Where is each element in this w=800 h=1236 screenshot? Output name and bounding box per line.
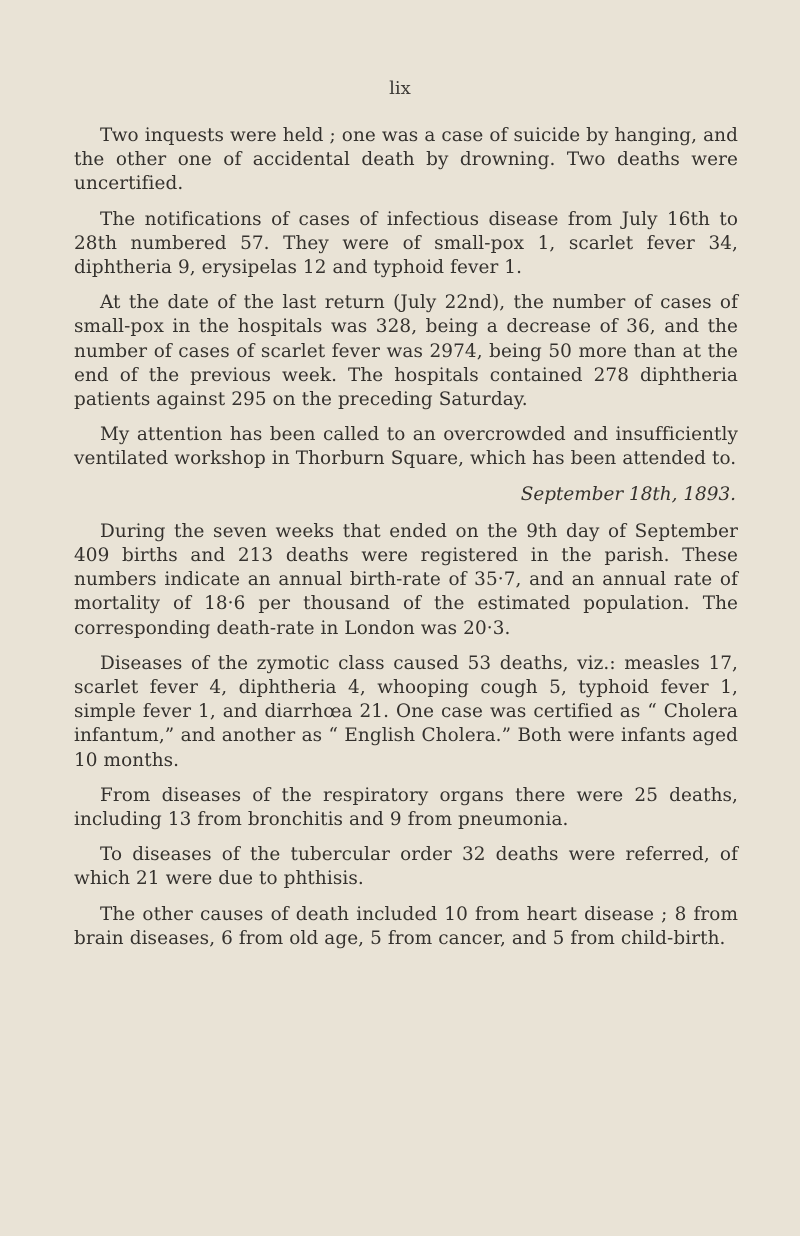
paragraph-births-deaths: During the seven weeks that ended on the 9th day of September 409 births and 213 deaths were registered in the parish. These numbers indicate an annual birth-rate of 35·7, and an annual rate of mortality of 18·6 per thousand of the estimated population. The corresponding death-rate in London was 20·3. xyxy=(74,520,738,639)
page-number: lix xyxy=(389,78,411,99)
paragraph-other-causes: The other causes of death included 10 from heart disease ; 8 from brain diseases, 6 from old age, 5 from cancer, and 5 from child-birth. xyxy=(74,903,738,949)
paragraph-notifications: The notifications of cases of infectious disease from July 16th to 28th numbered 57. They were of small-pox 1, scarlet fever 34, diphtheria 9, erysipelas 12 and typhoid fever 1. xyxy=(74,208,738,279)
paragraph-last-return: At the date of the last return (July 22nd), the number of cases of small-pox in the hospitals was 328, being a decrease of 36, and the number of cases of scarlet fever was 2974, being 50 more than at the end of the previous week. The hospitals contained 278 diphtheria patients against 295 on the preceding Saturday. xyxy=(74,292,738,411)
paragraph-zymotic: Diseases of the zymotic class caused 53 deaths, viz.: measles 17, scarlet fever 4, diphtheria 4, whooping cough 5, typhoid fever 1, simple fever 1, and diarrhœa 21. One case was certified as “ Cholera infantum,” and another as “ English Cholera.” Both were infants aged 10 months. xyxy=(74,652,738,771)
paragraph-workshop: My attention has been called to an overcrowded and insufficiently ventilated workshop in Thorburn Square, which has been attended to. xyxy=(74,424,738,470)
dateline: September 18th, 1893. xyxy=(520,483,736,505)
paragraph-inquests: Two inquests were held ; one was a case of suicide by hanging, and the other one of accidental death by drowning. Two deaths were uncertified. xyxy=(74,125,738,195)
body-text xyxy=(74,124,738,962)
paragraph-tubercular: To diseases of the tubercular order 32 deaths were referred, of which 21 were due to phthisis. xyxy=(74,844,738,890)
paragraph-respiratory: From diseases of the respiratory organs there were 25 deaths, including 13 from bronchitis and 9 from pneumonia. xyxy=(74,784,738,831)
